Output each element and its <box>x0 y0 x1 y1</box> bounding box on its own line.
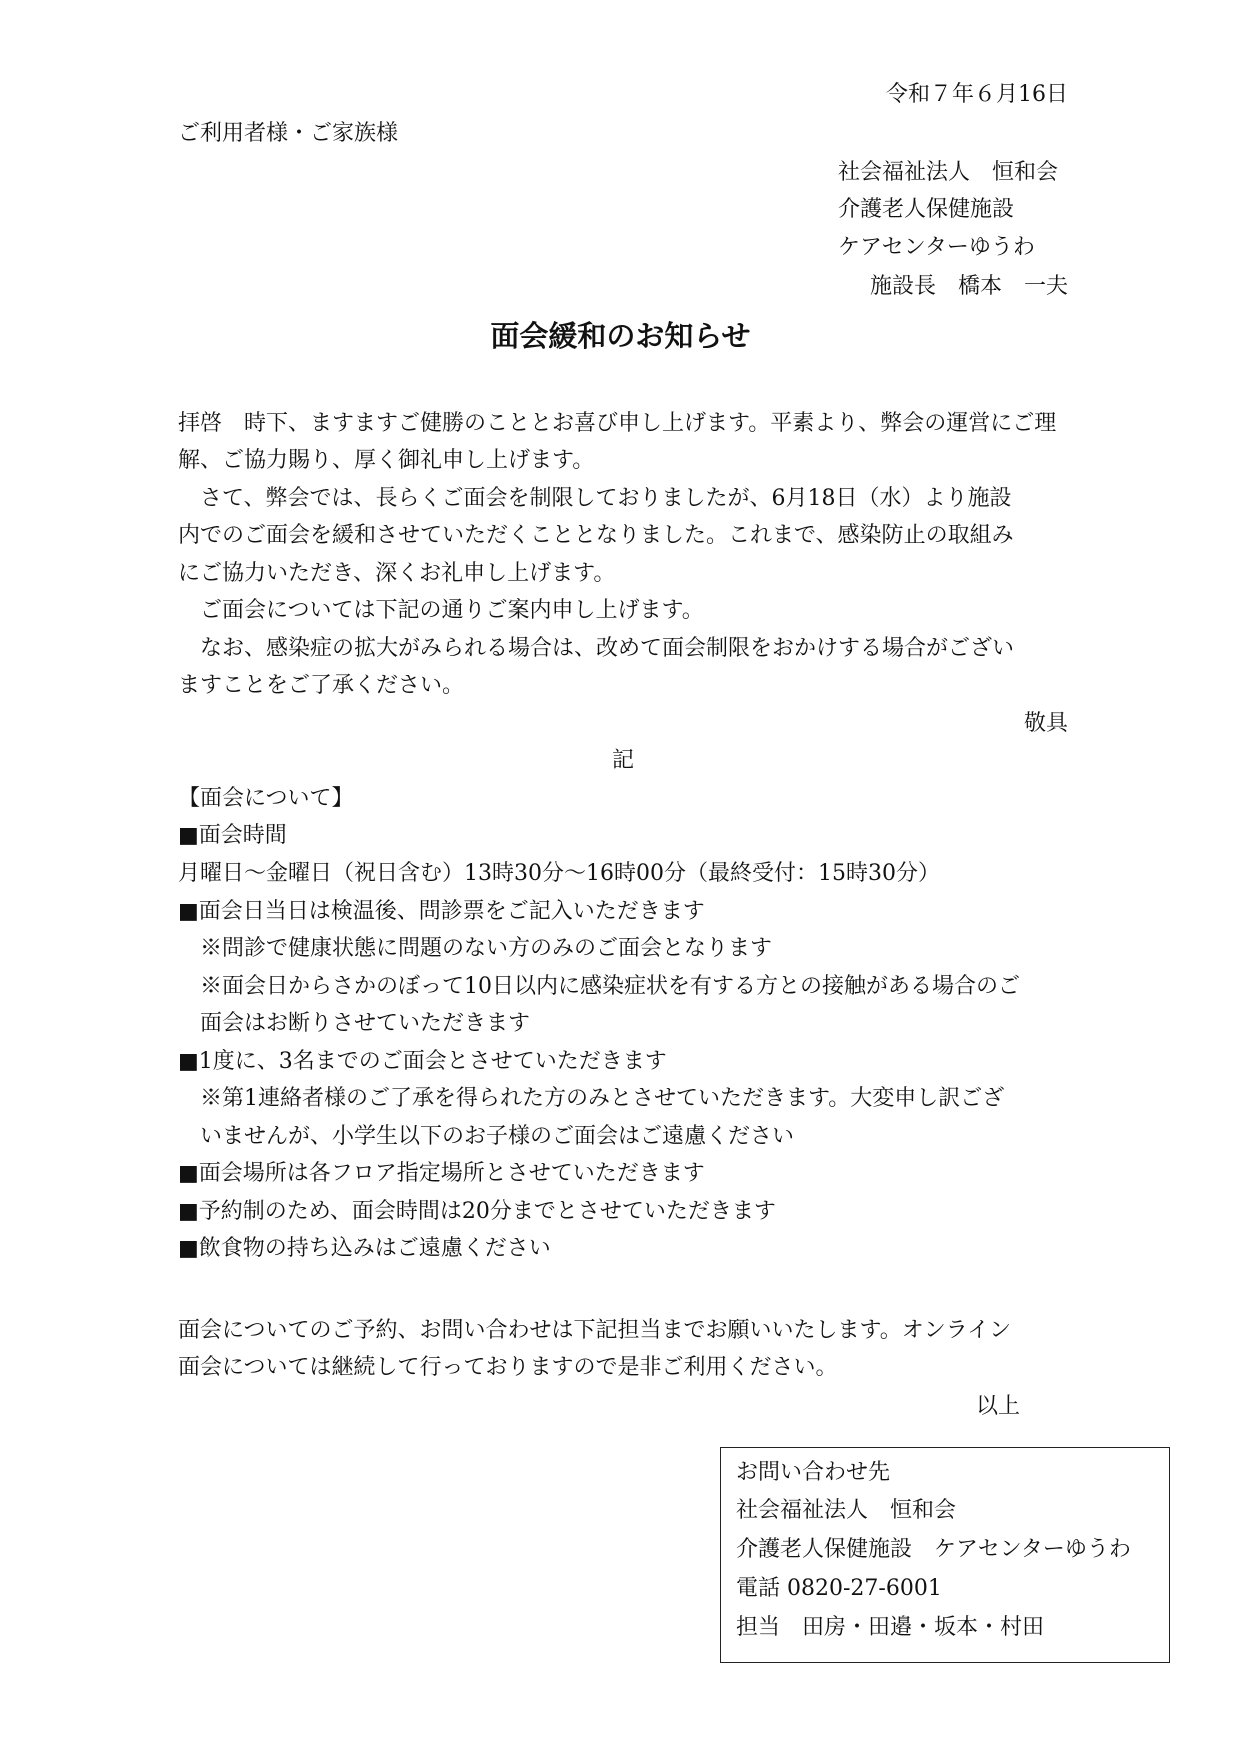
ki-marker: 記 <box>611 748 634 773</box>
body-line: 拝啓 時下、ますますご健勝のこととお喜び申し上げます。平素より、弊会の運営にご理 <box>178 411 1057 436</box>
footer-line: 面会については継続して行っておりますので是非ご利用ください。 <box>178 1355 838 1380</box>
detail-item: ■1度に、3名までのご面会とさせていただきます <box>178 1049 667 1074</box>
body-line: なお、感染症の拡大がみられる場合は、改めて面会制限をおかけする場合がござい <box>178 636 1015 661</box>
contact-org: 社会福祉法人 恒和会 <box>736 1498 957 1523</box>
letter-date: 令和７年６月16日 <box>886 82 1068 107</box>
footer-line: 面会についてのご予約、お問い合わせは下記担当までお願いいたします。オンライン <box>178 1318 1012 1343</box>
body-line: ご面会については下記の通りご案内申し上げます。 <box>178 598 704 623</box>
body-line: にご協力いただき、深くお礼申し上げます。 <box>178 561 616 586</box>
recipient: ご利用者様・ご家族様 <box>178 121 399 146</box>
sender-director: 施設長 橋本 一夫 <box>869 274 1068 299</box>
detail-note: 面会はお断りさせていただきます <box>178 1011 531 1036</box>
closing-ijou: 以上 <box>975 1394 1020 1419</box>
contact-box <box>720 1447 1170 1663</box>
sender-org: 社会福祉法人 恒和会 <box>838 160 1059 185</box>
contact-staff: 担当 田房・田邉・坂本・村田 <box>736 1615 1045 1640</box>
closing-keigu: 敬具 <box>1023 711 1068 736</box>
detail-note: ※面会日からさかのぼって10日以内に感染症状を有する方との接触がある場合のご <box>178 974 1020 999</box>
contact-facility: 介護老人保健施設 ケアセンターゆうわ <box>736 1537 1131 1562</box>
detail-note: ※第1連絡者様のご了承を得られた方のみとさせていただきます。大変申し訳ござ <box>178 1086 1005 1111</box>
contact-heading: お問い合わせ先 <box>736 1460 891 1485</box>
contact-phone: 電話 0820-27-6001 <box>736 1576 942 1601</box>
detail-item: ■面会日当日は検温後、問診票をご記入いただきます <box>178 899 705 924</box>
detail-item: ■面会場所は各フロア指定場所とさせていただきます <box>178 1161 705 1186</box>
time-heading: ■面会時間 <box>178 823 287 848</box>
body-line: 解、ご協力賜り、厚く御礼申し上げます。 <box>178 448 595 473</box>
document-title: 面会緩和のお知らせ <box>490 319 751 353</box>
detail-item: ■予約制のため、面会時間は20分までとさせていただきます <box>178 1199 776 1224</box>
details-heading: 【面会について】 <box>178 786 354 811</box>
detail-item: ■飲食物の持ち込みはご遠慮ください <box>178 1236 551 1261</box>
sender-facility-name: ケアセンターゆうわ <box>838 235 1035 260</box>
detail-note: ※問診で健康状態に問題のない方のみのご面会となります <box>178 936 773 961</box>
sender-facility-type: 介護老人保健施設 <box>838 197 1015 222</box>
body-line: ますことをご了承ください。 <box>178 673 465 698</box>
body-line: さて、弊会では、長らくご面会を制限しておりましたが、6月18日（水）より施設 <box>178 486 1012 511</box>
time-value: 月曜日～金曜日（祝日含む）13時30分～16時00分（最終受付：15時30分） <box>178 861 940 886</box>
body-line: 内でのご面会を緩和させていただくこととなりました。これまで、感染防止の取組み <box>178 523 1014 548</box>
detail-note: いませんが、小学生以下のお子様のご面会はご遠慮ください <box>178 1124 795 1149</box>
